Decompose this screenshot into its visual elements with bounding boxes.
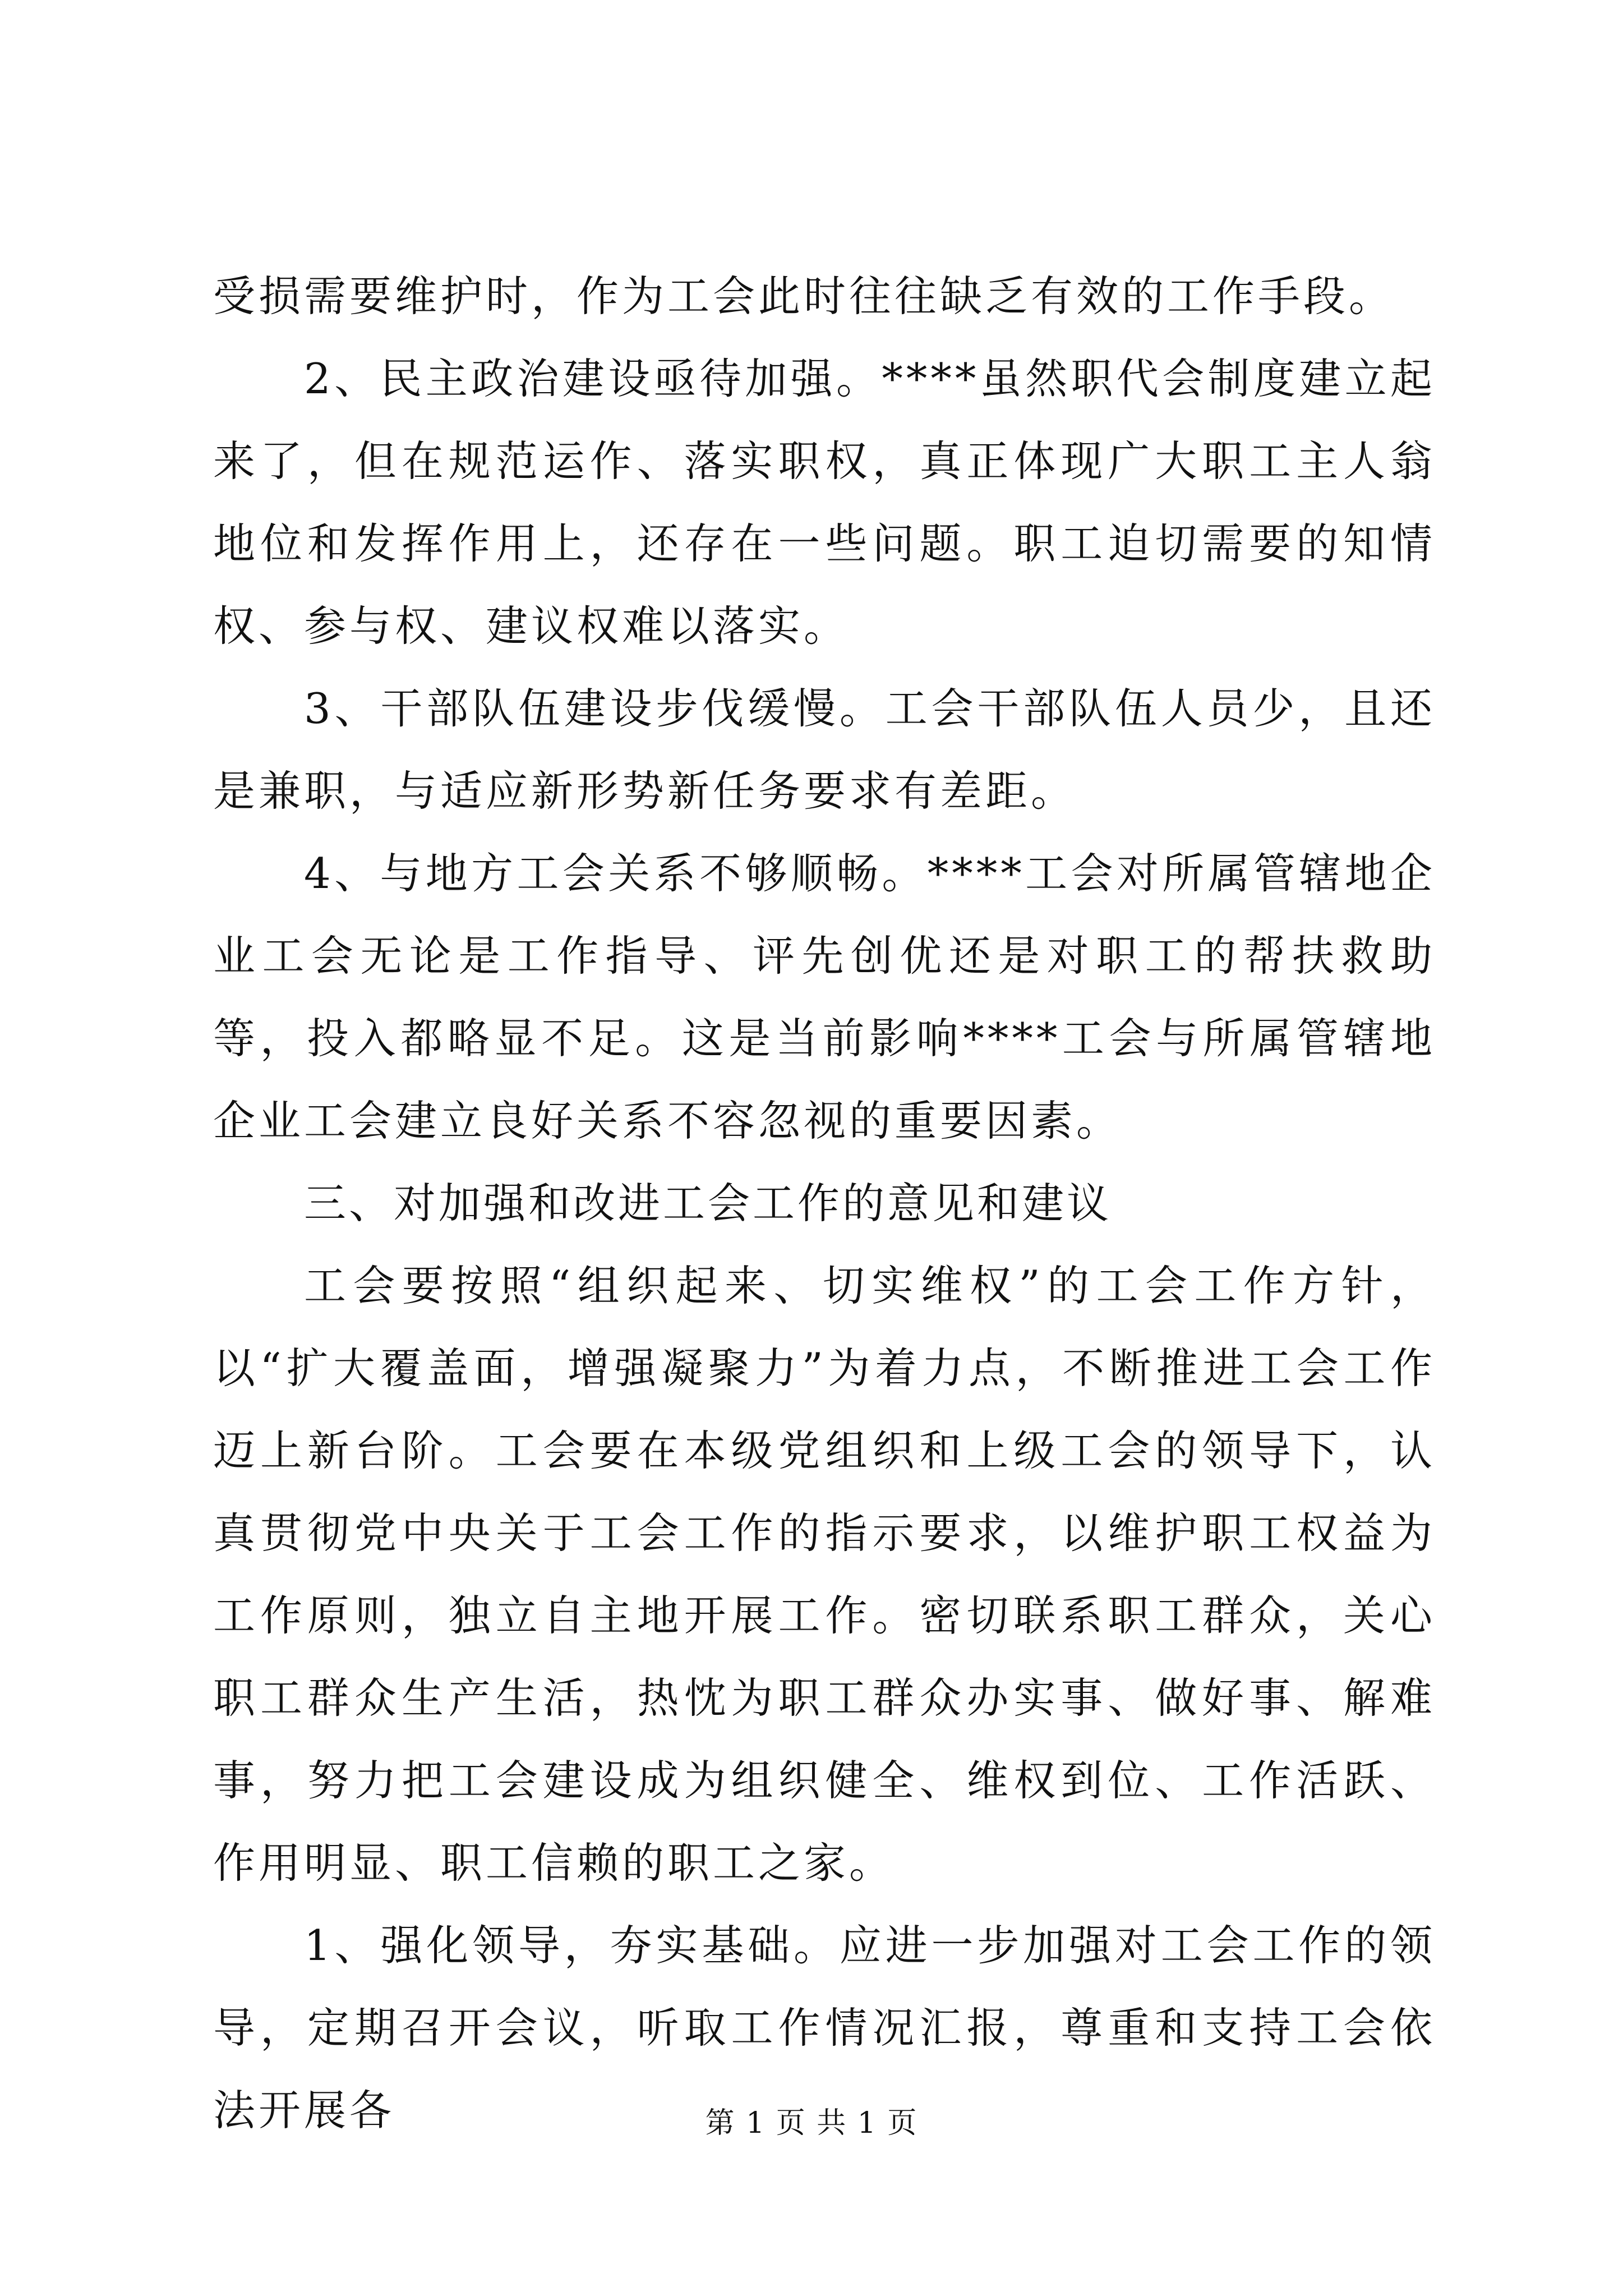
page-number-footer: 第 1 页 共 1 页: [705, 2106, 918, 2140]
paragraph-recommendation-1: 1、强化领导，夯实基础。应进一步加强对工会工作的领导，定期召开会议，听取工作情况汇报，尊重和支持工会依法开展各: [213, 1921, 1436, 2135]
paragraph-continuation: 受损需要维护时，作为工会此时往往缺乏有效的工作手段。: [213, 272, 1395, 321]
paragraph-item-4: 4、与地方工会关系不够顺畅。****工会对所属管辖地企业工会无论是工作指导、评先创优还是对职工的帮扶救助等，投入都略显不足。这是当前影响****工会与所属管辖地企业工会建立良好关系不容忽视的重要因素。: [213, 849, 1436, 1145]
paragraph-item-2: 2、民主政治建设亟待加强。****虽然职代会制度建立起来了，但在规范运作、落实职权，真正体现广大职工主人翁地位和发挥作用上，还存在一些问题。职工迫切需要的知情权、参与权、建议权难以落实。: [213, 354, 1436, 651]
paragraph-item-3: 3、干部队伍建设步伐缓慢。工会干部队伍人员少，且还是兼职，与适应新形势新任务要求有差距。: [213, 684, 1436, 816]
document-body: [213, 255, 1436, 2152]
paragraph-section-intro: 工会要按照“组织起来、切实维权”的工会工作方针，以“扩大覆盖面，增强凝聚力”为着力点，不断推进工会工作迈上新台阶。工会要在本级党组织和上级工会的领导下，认真贯彻党中央关于工会工作的指示要求，以维护职工权益为工作原则，独立自主地开展工作。密切联系职工群众，关心职工群众生产生活，热忱为职工群众办实事、做好事、解难事，努力把工会建设成为组织健全、维权到位、工作活跃、作用明显、职工信赖的职工之家。: [213, 1261, 1436, 1888]
section-heading: 三、对加强和改进工会工作的意见和建议: [304, 1179, 1112, 1228]
